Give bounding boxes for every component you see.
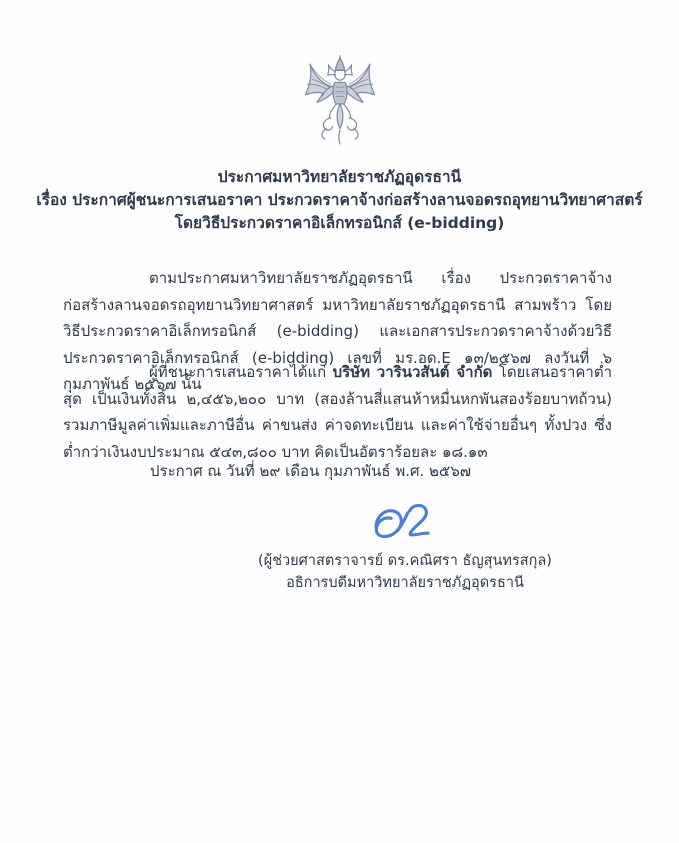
promulgation-date-line: ประกาศ ณ วันที่ ๒๙ เดือน กุมภาพันธ์ พ.ศ. ๒๕๖๗ [150,462,472,480]
garuda-emblem-icon [294,53,386,155]
paragraph2-lead: ผู้ที่ชนะการเสนอราคาได้แก่ [149,363,333,381]
signature-ink-icon [362,498,448,546]
paragraph2-rest: โดยเสนอราคาต่ำสุด เป็นเงินทั้งสิ้น ๒,๔๕๖,๒๐๐ บาท (สองล้านสี่แสนห้าหมื่นหกพันสองร้อยบาทถ้วน) รวมภาษีมูลค่าเพิ่มและภาษีอื่น ค่าขนส่ง ค่าจดทะเบียน และค่าใช้จ่ายอื่นๆ ทั้งปวง ซึ่งต่ำกว่าเงินงบประมาณ ๕๔๓,๘๐๐ บาท คิดเป็นอัตราร้อยละ ๑๘.๑๓ [63,363,612,461]
announcement-method-line: โดยวิธีประกวดราคาอิเล็กทรอนิกส์ (e-bidding) [174,214,505,232]
body-paragraph-2 [63,359,612,465]
winning-company-name: บริษัท วารินวสันต์ จำกัด [332,363,493,381]
announcement-org-line: ประกาศมหาวิทยาลัยราชภัฏอุดรธานี [217,168,462,186]
signatory-name: (ผู้ช่วยศาสตราจารย์ ดร.คณิศรา ธัญสุนทรสกุล) [258,553,552,569]
body-paragraph-1: ตามประกาศมหาวิทยาลัยราชภัฏอุดรธานี เรื่อง ประกวดราคาจ้างก่อสร้างลานจอดรถอุทยานวิทยาศาสตร์ มหาวิทยาลัยราชภัฏอุดรธานี สามพร้าว โดยวิธีประกวดราคาอิเล็กทรอนิกส์ (e-bidding) และเอกสารประกวดราคาจ้างด้วยวิธีประกวดราคาอิเล็กทรอนิกส์ (e-bidding) เลขที่ มร.อด.E ๑๓/๒๕๖๗ ลงวันที่ ๖ กุมภาพันธ์ ๒๕๖๗ นั้น [63,269,612,393]
announcement-subject-line: เรื่อง ประกาศผู้ชนะการเสนอราคา ประกวดราคาจ้างก่อสร้างลานจอดรถอุทยานวิทยาศาสตร์ [36,191,643,209]
title-block [30,166,649,235]
signatory-title: อธิการบดีมหาวิทยาลัยราชภัฏอุดรธานี [286,575,524,591]
signature-block [248,498,562,594]
